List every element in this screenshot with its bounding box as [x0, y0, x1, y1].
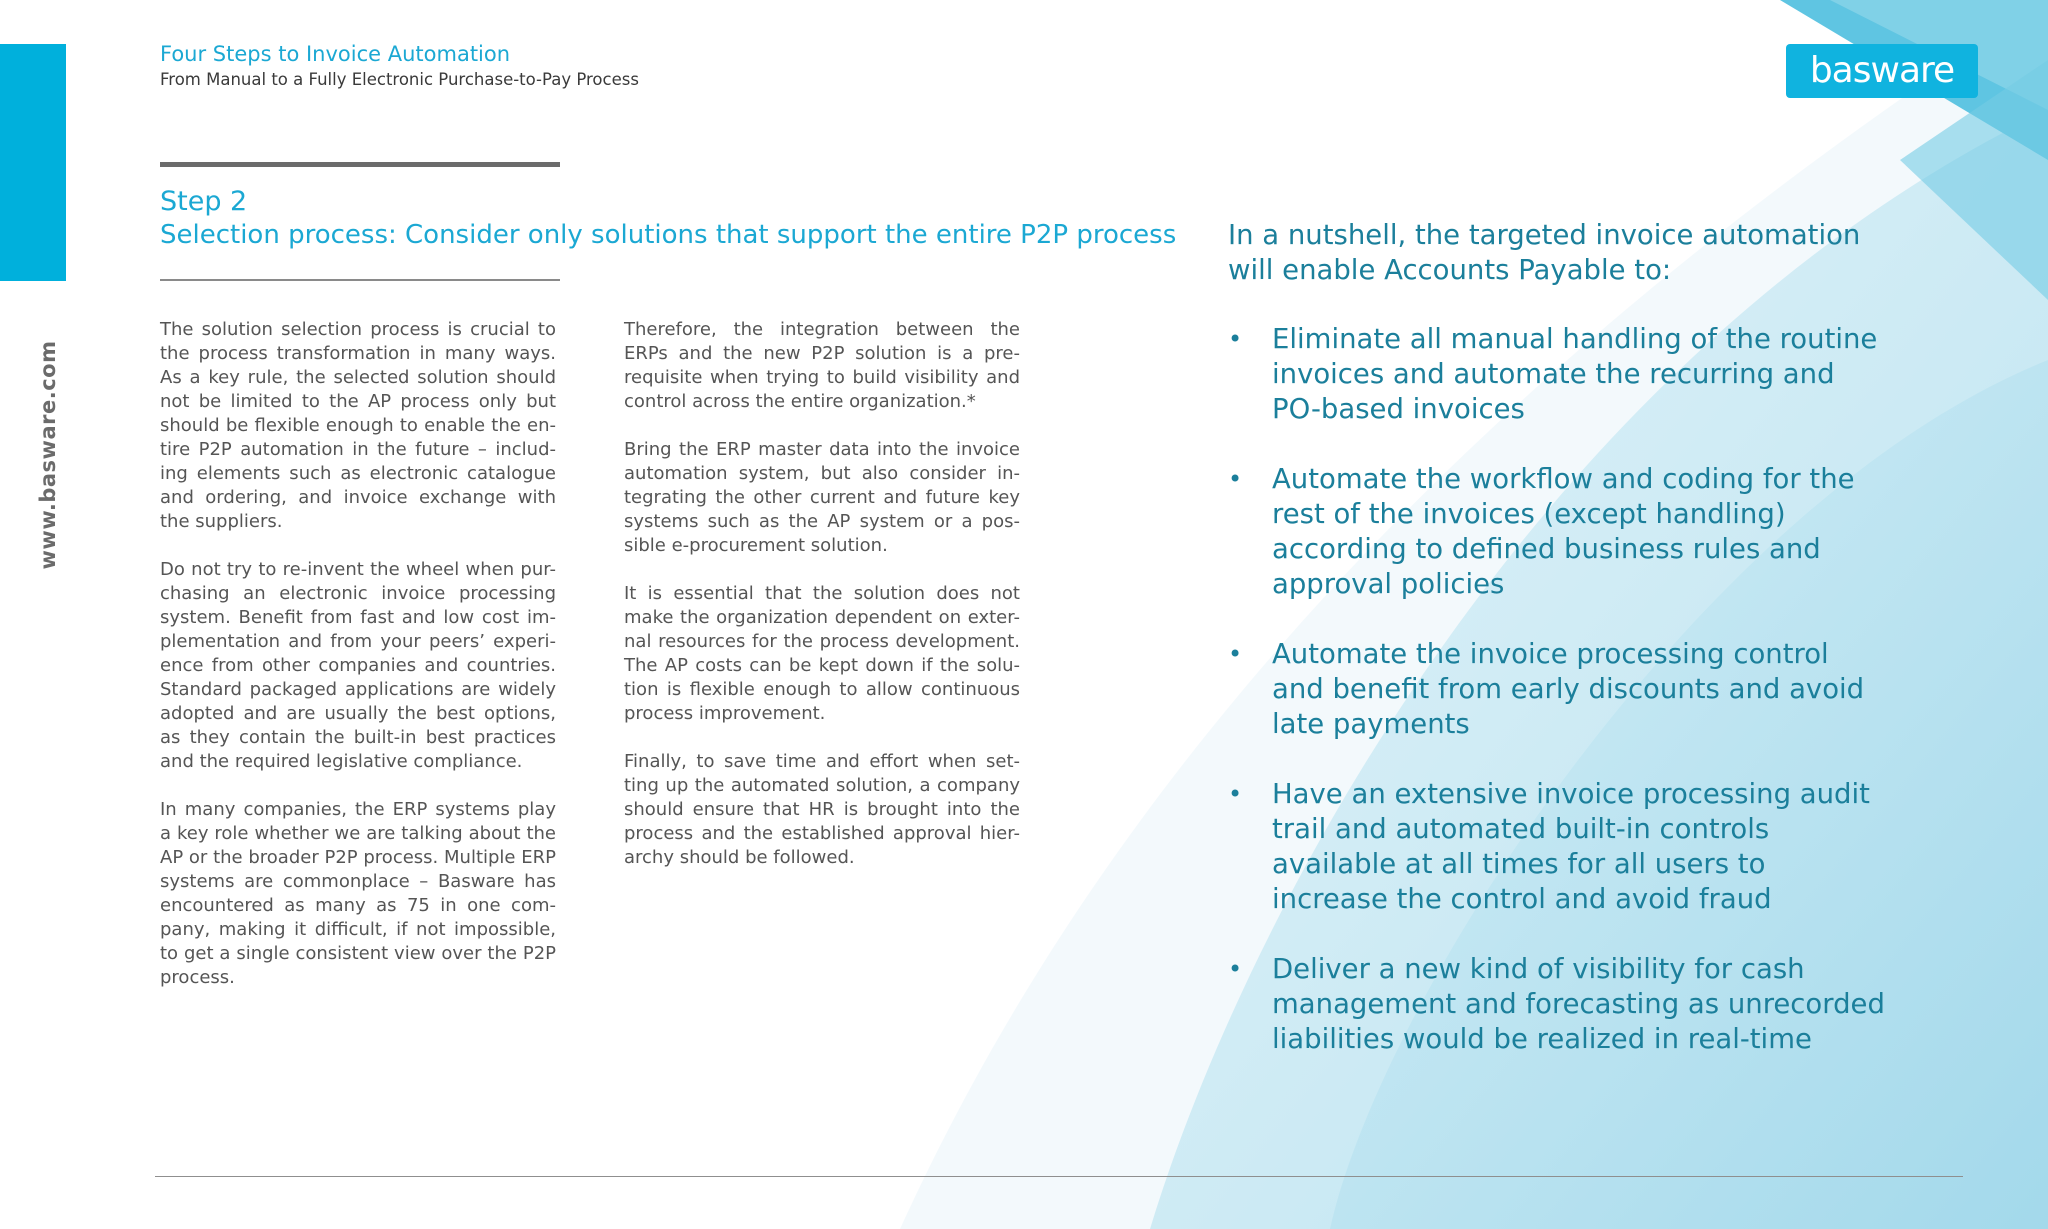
summary-item-text: Have an extensive invoice processing audit trail and automated built-in controls available at all times for all users to increase the control and avoid fraud — [1272, 778, 1870, 915]
basware-logo — [1786, 44, 1978, 98]
summary-list — [1228, 322, 1888, 1092]
body-paragraph: In many companies, the ERP systems play a key role whether we are talking about the AP or the broader P2P process. Multiple ERP systems are commonplace – Basware has encountered as many as 75 in one com-pany, making it difficult, if not impossible, to get a single consistent view over the P2P process. — [160, 799, 556, 988]
body-paragraph: The solution selection process is crucial to the process transformation in many ways. As a key rule, the selected solution should not be limited to the AP process only but should be flexible enough to enable the en-tire P2P automation in the future – includ-ing elements such as electronic catalogue and ordering, and invoice exchange with the suppliers. — [160, 319, 556, 532]
body-paragraph: Bring the ERP master data into the invoice automation system, but also consider in-tegrating the other current and future key systems such as the AP system or a pos-sible e-procurement solution. — [624, 439, 1020, 556]
body-paragraph: Finally, to save time and effort when set-ting up the automated solution, a company should ensure that HR is brought into the process and the established approval hier-archy should be followed. — [624, 751, 1020, 868]
bullet-icon: • — [1228, 465, 1243, 493]
body-paragraph: Therefore, the integration between the ERPs and the new P2P solution is a pre-requisite when trying to build visibility and control across the entire organization.* — [624, 319, 1020, 412]
step-label: Step 2 — [160, 186, 248, 217]
side-website-url[interactable]: www.basware.com — [36, 340, 60, 570]
summary-item-text: Automate the invoice processing control and benefit from early discounts and avoid late payments — [1272, 638, 1865, 740]
footer-rule — [155, 1176, 1963, 1177]
summary-item — [1228, 952, 1888, 1057]
body-paragraph: It is essential that the solution does not make the organization dependent on exter-nal resources for the process development. The AP costs can be kept down if the solu-tion is flexible enough to allow continuous process improvement. — [624, 583, 1020, 724]
body-column-left — [160, 318, 556, 1014]
section-bottom-rule — [160, 279, 560, 281]
summary-item-text: Eliminate all manual handling of the routine invoices and automate the recurring and PO-based invoices — [1272, 323, 1878, 425]
document-title: Four Steps to Invoice Automation — [160, 42, 511, 66]
summary-intro: In a nutshell, the targeted invoice automation will enable Accounts Payable to: — [1228, 219, 1861, 286]
summary-item-text: Automate the workflow and coding for the rest of the invoices (except handling) according to defined business rules and approval policies — [1272, 463, 1855, 600]
section-top-rule — [160, 162, 560, 167]
summary-item — [1228, 322, 1888, 427]
bullet-icon: • — [1228, 325, 1243, 353]
section-heading: Selection process: Consider only solutions that support the entire P2P process — [160, 220, 1177, 250]
summary-item — [1228, 462, 1888, 602]
summary-item — [1228, 777, 1888, 917]
body-paragraph: Do not try to re-invent the wheel when pur-chasing an electronic invoice processing system. Benefit from fast and low cost im-plementation and from your peers’ experi-ence from other companies and countries. Standard packaged applications are widely adopted and are usually the best options, as they contain the built-in best practices and the required legislative compliance. — [160, 559, 556, 772]
bullet-icon: • — [1228, 955, 1243, 983]
bullet-icon: • — [1228, 640, 1243, 668]
logo-text: basware — [1809, 50, 1955, 91]
side-accent-bar — [0, 44, 66, 281]
summary-item-text: Deliver a new kind of visibility for cash management and forecasting as unrecorded liabilities would be realized in real-time — [1272, 953, 1885, 1055]
document-subtitle: From Manual to a Fully Electronic Purchase-to-Pay Process — [160, 70, 639, 89]
body-column-right — [624, 318, 1020, 894]
summary-item — [1228, 637, 1888, 742]
bullet-icon: • — [1228, 780, 1243, 808]
